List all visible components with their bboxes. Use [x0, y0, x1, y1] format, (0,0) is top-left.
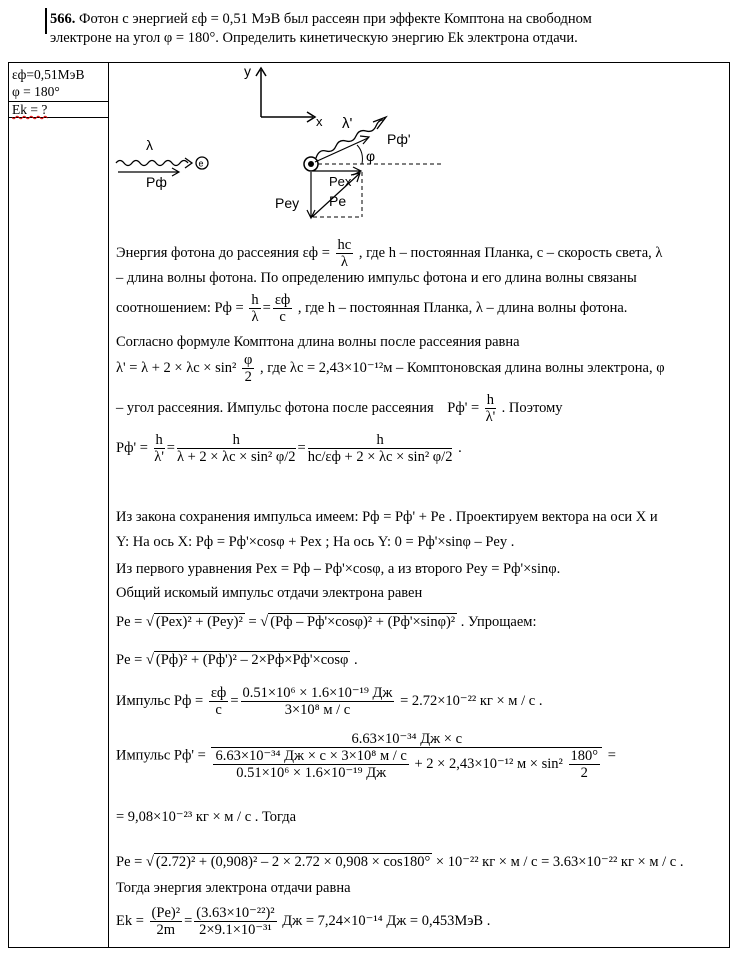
fraction — [336, 237, 354, 270]
solution-line-4: Согласно формуле Комптона длина волны после рассеяния равна — [116, 334, 520, 350]
text: Импульс Pф = — [116, 692, 204, 709]
denominator: c — [215, 702, 222, 718]
incoming-photon-arrowhead — [185, 158, 192, 168]
axis-x-label: x — [316, 114, 323, 129]
problem-line2: электроне на угол φ = 180°. Определить кинетическую энергию Ek электрона отдачи. — [50, 30, 578, 46]
numerator: 0.51×10⁶ × 1.6×10⁻¹⁹ Дж — [242, 685, 393, 701]
denominator: 3×10⁸ м / с — [284, 702, 351, 718]
text: Импульс Pф' = — [116, 747, 206, 764]
text: × 10⁻²² кг × м / с = 3.63×10⁻²² кг × м / с . — [435, 854, 684, 870]
problem-line1 — [50, 11, 592, 28]
text: , где h – постоянная Планка, c – скорость света, λ — [358, 244, 663, 261]
pe-label: Pe — [329, 193, 347, 209]
denominator: λ — [251, 309, 259, 325]
denominator: λ' — [485, 409, 496, 425]
solution-line-10: Из первого уравнения Pex = Pф – Pф'×cosφ, а из второго Pey = Pф'×sinφ. — [116, 561, 561, 577]
fraction — [485, 392, 496, 425]
text: – угол рассеяния. Импульс фотона после рассеяния — [116, 399, 434, 416]
table-divider — [108, 62, 109, 948]
fraction — [273, 292, 292, 325]
given-find: Ek = ? — [12, 102, 48, 117]
numerator: h — [251, 292, 259, 308]
fraction — [242, 352, 254, 385]
text: Дж = 7,24×10⁻¹⁴ Дж = 0,453МэВ . — [282, 912, 491, 929]
text: Pф' = — [447, 399, 480, 416]
fraction — [249, 292, 260, 325]
solution-line-19: Ek = $\frac{\text{(Pe)²}}{2m}$ = $\frac{\text{(3.63×10⁻²²)²}}{\text{2×9.1×10⁻³¹}}$ Дж = 7,24×10⁻¹⁴ Дж = 0,453МэВ . — [116, 905, 491, 938]
numerator: h — [308, 432, 453, 449]
numerator: φ — [244, 352, 253, 368]
solution-line-13: Pe = √ (Pф)² + (Pф')² – 2×Pф×Pф'×cosφ . — [116, 652, 358, 668]
lambda-label: λ — [146, 137, 153, 153]
text: , где h – постоянная Планка, λ – длина волны фотона. — [297, 299, 628, 316]
radicand: (Pex)² + (Pey)² — [155, 614, 243, 630]
fraction — [177, 432, 296, 465]
incoming-photon-wave — [116, 161, 188, 166]
solution-line-7: Pф' = $\frac{h}{\lambda'}$ = $\frac{h}{\text{λ + 2 × λc × sin² φ/2}}$ = $\frac{h}{\text{hc/εф + 2 × λc × sin² φ/2}}$ . — [116, 432, 462, 465]
denominator: 2×9.1×10⁻³¹ — [199, 922, 272, 938]
radicand: (Pф – Pф'×cosφ)² + (Pф'×sinφ)² — [270, 614, 456, 630]
solution-line-11: Общий искомый импульс отдачи электрона равен — [116, 585, 423, 601]
denominator: 2m — [156, 922, 176, 938]
solution-line-15: Импульс Pф' = 6.63×10⁻³⁴ Дж × с $\frac{\text{6.63×10⁻³⁴ Дж × с × 3×10⁸ м / с}}{\text{0.51×10⁶ × 1.6×10⁻¹⁹ Дж}}$ + 2 × 2,43×10⁻¹² м × sin² $\frac{180^\circ}{2}$ = — [116, 731, 616, 781]
numerator: h — [177, 432, 296, 449]
lambda-prime-label: λ' — [342, 115, 353, 132]
solution-line-2: – длина волны фотона. По определению импульс фотона и его длина волны связаны — [116, 270, 637, 286]
numerator: 6.63×10⁻³⁴ Дж × с × 3×10⁸ м / с — [215, 748, 407, 764]
numerator: h — [155, 432, 163, 448]
text: , где λc = 2,43×10⁻¹²м – Комптоновская длина волны электрона, φ — [260, 359, 665, 376]
solution-line-16: = 9,08×10⁻²³ кг × м / с . Тогда — [116, 809, 297, 825]
text: Pe = — [116, 854, 143, 870]
radicand: (2.72)² + (0,908)² – 2 × 2.72 × 0,908 × cos180° — [155, 854, 431, 870]
text: + 2 × 2,43×10⁻¹² м × sin² — [414, 755, 563, 772]
numerator: 6.63×10⁻³⁴ Дж × с — [211, 731, 602, 748]
denominator — [211, 748, 602, 781]
nested-fraction — [213, 748, 408, 781]
pex-label: Pex — [329, 174, 352, 189]
fraction — [154, 432, 165, 465]
text: λ' = λ + 2 × λc × sin² — [116, 359, 237, 376]
denominator: 2 — [580, 765, 588, 781]
denominator: hc/εф + 2 × λc × sin² φ/2 — [307, 449, 453, 465]
text: = 2.72×10⁻²² кг × м / с . — [400, 692, 543, 709]
axis-y-label: y — [244, 63, 251, 79]
fraction — [308, 432, 453, 465]
solution-line-8: Из закона сохранения импульса имеем: Pф = Pф' + Pe . Проектируем вектора на оси X и — [116, 509, 658, 525]
electron-symbol: e — [198, 158, 204, 169]
text: Pe = — [116, 614, 143, 630]
solution-line-18: Тогда энергия электрона отдачи равна — [116, 880, 351, 896]
numerator: 180° — [570, 748, 599, 764]
numerator: εф — [210, 685, 227, 701]
given-angle: φ = 180° — [12, 84, 60, 99]
problem-statement-1: Фотон с энергией εф = 0,51 МэВ был рассеян при эффекте Комптона на свободном — [79, 11, 592, 27]
text: . Упрощаем: — [460, 614, 537, 630]
numerator: (Pe)² — [151, 905, 181, 921]
radicand: (Pф)² + (Pф')² – 2×Pф×Pф'×cosφ — [155, 652, 349, 668]
fraction — [194, 905, 276, 938]
given-energy: εф=0,51МэВ — [12, 67, 85, 82]
text: . Поэтому — [501, 399, 563, 416]
fraction — [211, 731, 602, 781]
solution-line-12: Pe = √ (Pex)² + (Pey)² = √ (Pф – Pф'×cosφ)² + (Pф'×sinφ)² . Упрощаем: — [116, 614, 537, 630]
solution-line-3: соотношением: Pф = $\frac{h}{\lambda}$ = $\frac{\varepsilon ф}{c}$ , где h – постоянная Планка, λ – длина волны фотона. — [116, 292, 628, 325]
table-right-border — [729, 62, 730, 948]
numerator: (3.63×10⁻²²)² — [196, 905, 275, 921]
denominator: c — [279, 309, 286, 325]
table-left-border — [8, 62, 9, 948]
solution-line-5 — [116, 352, 665, 385]
denominator: λ + 2 × λc × sin² φ/2 — [176, 449, 296, 465]
fraction — [241, 685, 395, 718]
photon-momentum-label: Pф — [146, 174, 167, 190]
problem-number: 566. — [50, 11, 76, 27]
denominator: 0.51×10⁶ × 1.6×10⁻¹⁹ Дж — [236, 765, 387, 781]
text: Энергия фотона до рассеяния εф = — [116, 244, 330, 261]
scattered-momentum-label: Pф' — [387, 131, 411, 147]
solution-line-14: Импульс Pф = $\frac{\varepsilon ф}{c}$ = $\frac{\text{0.51×10⁶ × 1.6×10⁻¹⁹ Дж}}{\text{3×10⁸ м / с}}$ = 2.72×10⁻²² кг × м / с . — [116, 685, 543, 718]
text: Pe = — [116, 652, 143, 668]
denominator: 2 — [244, 369, 252, 385]
fraction — [569, 748, 601, 781]
fraction — [150, 905, 183, 938]
fraction — [209, 685, 228, 718]
solution-line-17: Pe = √ (2.72)² + (0,908)² – 2 × 2.72 × 0,908 × cos180° × 10⁻²² кг × м / с = 3.63×10⁻²² кг × м / с . — [116, 854, 684, 870]
numerator: εф — [274, 292, 291, 308]
solution-line-9: Y: На ось X: Pф = Pф'×cosφ + Pex ; На ось Y: 0 = Pф'×sinφ – Pey . — [116, 534, 515, 550]
text: соотношением: Pф = — [116, 299, 244, 316]
text: Ek = — [116, 912, 144, 929]
numerator: h — [486, 392, 495, 408]
table-bottom-border — [8, 947, 729, 948]
compton-diagram — [110, 62, 450, 234]
solution-line-6 — [116, 392, 563, 425]
pey-label: Pey — [275, 195, 300, 211]
text: Pф' = — [116, 439, 148, 456]
solution-line-1 — [116, 237, 662, 270]
numerator: hc — [337, 237, 352, 253]
denominator: λ — [340, 254, 348, 270]
denominator: λ' — [154, 449, 164, 465]
coordinate-axes — [256, 68, 315, 122]
angle-label: φ — [366, 148, 376, 164]
text-cursor — [45, 8, 47, 34]
